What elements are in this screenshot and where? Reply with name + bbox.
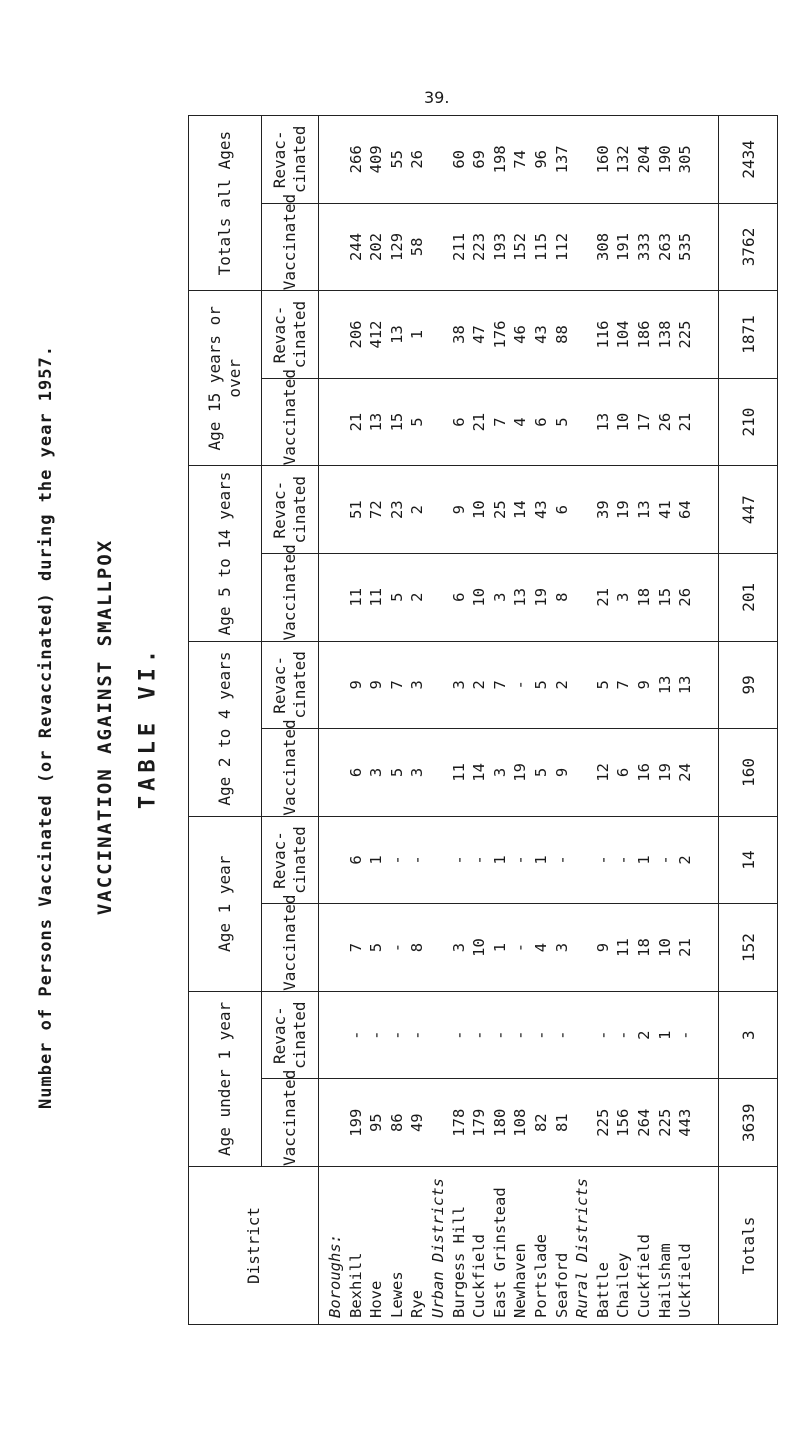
data-column: [319, 291, 719, 379]
table-cell: 2: [634, 1030, 653, 1040]
table-cell: 244: [346, 232, 365, 261]
table-cell: 21: [470, 412, 489, 432]
table-cell: 11: [346, 587, 365, 607]
table-cell: 21: [593, 587, 612, 607]
total-cell: 2434: [719, 116, 778, 204]
table-cell: 9: [593, 942, 612, 953]
table-cell: 15: [655, 587, 674, 607]
table-cell: 2: [408, 592, 427, 602]
table-cell: 96: [531, 149, 550, 169]
table-cell: 10: [470, 938, 489, 957]
table-cell: -: [552, 1030, 571, 1040]
table-cell: 3: [490, 767, 509, 778]
table-cell: 443: [676, 1108, 695, 1137]
table-cell: 18: [634, 587, 653, 607]
table-cell: 8: [408, 942, 427, 953]
table-cell: 82: [531, 1113, 550, 1133]
table-cell: -: [655, 855, 674, 865]
table-cell: -: [614, 1030, 633, 1040]
table-cell: 9: [634, 680, 653, 690]
table-cell: 191: [614, 232, 633, 261]
table-cell: 15: [387, 412, 406, 432]
table-cell: 10: [655, 938, 674, 957]
table-cell: 211: [449, 232, 468, 261]
table-cell: [572, 379, 593, 466]
table-cell: -: [552, 855, 571, 865]
table-cell: 6: [346, 855, 365, 865]
table-cell: 9: [552, 767, 571, 778]
data-column: [319, 641, 719, 729]
district-name: Cuckfield: [634, 1234, 653, 1318]
title-block: [0, 0, 180, 1454]
table-cell: -: [676, 1030, 695, 1040]
table-cell: 3: [408, 680, 427, 690]
table-cell: 2: [676, 855, 695, 865]
table-cell: 6: [531, 417, 550, 427]
table-cell: 5: [408, 417, 427, 427]
table-cell: [428, 204, 449, 291]
data-column: [319, 729, 719, 817]
group-header: Age 15 years or over: [189, 291, 262, 466]
table-cell: 1: [408, 329, 427, 340]
table-cell: 225: [676, 320, 695, 349]
table-cell: 202: [367, 232, 386, 261]
table-cell: 74: [511, 149, 530, 169]
table-cell: 23: [387, 500, 406, 519]
table-cell: 9: [449, 505, 468, 515]
table-cell: 108: [511, 1108, 530, 1137]
data-column: [319, 553, 719, 641]
table-cell: 333: [634, 232, 653, 261]
table-cell: 13: [634, 500, 653, 519]
district-name: Seaford: [552, 1252, 571, 1318]
table-cell: -: [511, 680, 530, 690]
table-cell: 25: [490, 500, 509, 519]
table-cell: 1: [367, 855, 386, 865]
table-cell: 7: [346, 942, 365, 953]
table-cell: 14: [470, 763, 489, 782]
total-cell: 14: [719, 816, 778, 904]
table-cell: 3: [449, 942, 468, 953]
data-row: [319, 116, 719, 1325]
table-cell: 17: [634, 412, 653, 432]
table-cell: 115: [531, 232, 550, 261]
table-cell: 178: [449, 1108, 468, 1137]
table-cell: 5: [552, 417, 571, 427]
table-cell: 51: [346, 500, 365, 519]
table-cell: 58: [408, 237, 427, 257]
table-cell: 266: [346, 145, 365, 174]
table-subject: VACCINATION AGAINST SMALLPOX: [94, 538, 116, 916]
total-cell: 447: [719, 466, 778, 554]
table-cell: 13: [593, 412, 612, 432]
table-cell: 13: [676, 675, 695, 695]
table-cell: 193: [490, 232, 509, 261]
table-cell: 11: [367, 587, 386, 607]
table-cell: -: [408, 1030, 427, 1040]
table-cell: [572, 992, 593, 1079]
table-cell: 412: [367, 320, 386, 349]
vaccinated-header: Vaccinated: [262, 203, 319, 291]
table-cell: 3: [614, 592, 633, 602]
vaccinated-header: Vaccinated: [262, 553, 319, 641]
table-cell: 95: [367, 1113, 386, 1133]
district-group-heading: Rural Districts: [573, 1178, 592, 1318]
table-cell: 116: [593, 320, 612, 349]
table-cell: 137: [552, 145, 571, 174]
table-label: TABLE VI.: [135, 644, 161, 810]
page-number: 39.: [424, 88, 450, 107]
revaccinated-header: Revac- cinated: [262, 816, 319, 904]
total-cell: 152: [719, 904, 778, 992]
table-cell: 3: [367, 767, 386, 778]
total-cell: 1871: [719, 291, 778, 379]
table-cell: 2: [552, 680, 571, 690]
table-cell: 13: [655, 675, 674, 695]
table-cell: 19: [531, 587, 550, 607]
table-cell: 112: [552, 232, 571, 261]
table-cell: 11: [614, 938, 633, 957]
table-cell: 206: [346, 320, 365, 349]
table-cell: [428, 554, 449, 641]
table-cell: 186: [634, 320, 653, 349]
table-cell: -: [593, 1030, 612, 1040]
table-cell: [428, 291, 449, 378]
table-cell: 7: [614, 680, 633, 690]
district-group-heading: Urban Districts: [428, 1178, 447, 1318]
group-header: Age under 1 year: [189, 991, 262, 1166]
table-cell: [325, 291, 346, 378]
table-cell: [428, 1079, 449, 1166]
table-cell: [325, 466, 346, 553]
table-cell: [428, 466, 449, 553]
vaccination-table: [188, 115, 778, 1325]
revaccinated-header: Revac- cinated: [262, 466, 319, 554]
table-cell: 26: [676, 587, 695, 607]
table-cell: 263: [655, 232, 674, 261]
table-cell: 535: [676, 232, 695, 261]
data-column: [319, 816, 719, 904]
district-name: Chailey: [614, 1252, 633, 1318]
table-cell: -: [470, 1030, 489, 1040]
table-cell: 104: [614, 320, 633, 349]
table-cell: -: [593, 855, 612, 865]
data-column: [319, 203, 719, 291]
table-cell: 1: [634, 855, 653, 865]
table-cell: 6: [552, 505, 571, 515]
table-cell: [428, 904, 449, 991]
table-cell: 1: [531, 855, 550, 865]
table-cell: 180: [490, 1108, 509, 1137]
data-column: [319, 116, 719, 204]
vaccinated-header: Vaccinated: [262, 904, 319, 992]
table-cell: 5: [367, 942, 386, 953]
table-cell: 225: [593, 1108, 612, 1137]
table-cell: [428, 817, 449, 904]
table-cell: 7: [490, 680, 509, 690]
table-cell: [572, 204, 593, 291]
district-name: Lewes: [387, 1271, 406, 1318]
table-cell: [428, 379, 449, 466]
table-cell: -: [449, 1030, 468, 1040]
table-cell: 60: [449, 149, 468, 169]
table-cell: 69: [470, 149, 489, 169]
district-name: Battle: [593, 1262, 612, 1318]
table-cell: 1: [655, 1030, 674, 1040]
table-cell: 41: [655, 500, 674, 519]
table-cell: 10: [470, 500, 489, 519]
table-cell: 7: [387, 680, 406, 690]
table-cell: 26: [408, 149, 427, 169]
district-name: Burgess Hill: [449, 1206, 468, 1318]
group-header: Age 2 to 4 years: [189, 641, 262, 816]
table-cell: 132: [614, 145, 633, 174]
table-cell: 46: [511, 325, 530, 344]
totals-row: [719, 116, 778, 1325]
table-cell: 38: [449, 325, 468, 344]
table-cell: -: [531, 1030, 550, 1040]
table-cell: 3: [490, 592, 509, 602]
table-cell: [325, 1079, 346, 1166]
table-cell: [428, 116, 449, 203]
table-cell: 18: [634, 938, 653, 957]
table-cell: 43: [531, 325, 550, 344]
total-cell: 201: [719, 553, 778, 641]
table-cell: 223: [470, 232, 489, 261]
totals-label: Totals: [719, 1167, 778, 1325]
table-cell: 13: [387, 325, 406, 344]
sub-header-row: [262, 116, 319, 1325]
table-cell: 152: [511, 232, 530, 261]
table-cell: 1: [490, 855, 509, 865]
table-cell: 129: [387, 232, 406, 261]
table-cell: -: [511, 1030, 530, 1040]
table-cell: [572, 904, 593, 991]
table-cell: [572, 554, 593, 641]
table-cell: 43: [531, 500, 550, 519]
table-cell: [428, 729, 449, 816]
table-cell: -: [387, 1030, 406, 1040]
table-cell: [325, 992, 346, 1079]
table-cell: 64: [676, 500, 695, 519]
table-cell: 21: [676, 412, 695, 432]
table-cell: 2: [470, 680, 489, 690]
table-cell: 138: [655, 320, 674, 349]
table-cell: 5: [531, 680, 550, 690]
table-cell: 9: [367, 680, 386, 690]
table-cell: [572, 291, 593, 378]
data-column: [319, 991, 719, 1079]
total-cell: 3762: [719, 203, 778, 291]
table-cell: 21: [346, 412, 365, 432]
table-cell: 13: [367, 412, 386, 432]
district-name: East Grinstead: [490, 1187, 509, 1318]
table-cell: 4: [511, 417, 530, 427]
table-cell: 199: [346, 1108, 365, 1137]
table-cell: -: [449, 855, 468, 865]
table-cell: 72: [367, 500, 386, 519]
table-cell: 55: [387, 149, 406, 169]
table-cell: [325, 379, 346, 466]
total-cell: 160: [719, 729, 778, 817]
table-cell: [325, 904, 346, 991]
table-cell: -: [470, 855, 489, 865]
table-cell: 3: [449, 680, 468, 690]
table-cell: [428, 642, 449, 729]
table-cell: 10: [470, 587, 489, 607]
total-cell: 3639: [719, 1079, 778, 1167]
table-cell: 49: [408, 1113, 427, 1133]
table-cell: 7: [490, 417, 509, 427]
group-header-row: [189, 116, 262, 1325]
revaccinated-header: Revac- cinated: [262, 641, 319, 729]
table-cell: 225: [655, 1108, 674, 1137]
data-column: [319, 1079, 719, 1167]
table-cell: [572, 116, 593, 203]
table-cell: 11: [449, 763, 468, 782]
table-cell: 39: [593, 500, 612, 519]
data-column: [319, 378, 719, 466]
table-cell: 6: [346, 767, 365, 778]
table-cell: [325, 817, 346, 904]
total-cell: 99: [719, 641, 778, 729]
table-cell: 88: [552, 325, 571, 344]
table-cell: 13: [511, 587, 530, 607]
table-cell: 8: [552, 592, 571, 602]
table-cell: 5: [387, 592, 406, 602]
table-cell: 26: [655, 412, 674, 432]
table-cell: 86: [387, 1113, 406, 1133]
table-cell: -: [387, 855, 406, 865]
data-column: [319, 904, 719, 992]
table-cell: 19: [655, 763, 674, 782]
table-cell: 156: [614, 1108, 633, 1137]
table-cell: 190: [655, 145, 674, 174]
table-cell: 4: [531, 942, 550, 953]
group-header: Age 5 to 14 years: [189, 466, 262, 641]
table-cell: 81: [552, 1113, 571, 1133]
district-name: Portslade: [531, 1234, 550, 1318]
revaccinated-header: Revac- cinated: [262, 291, 319, 379]
table-cell: 176: [490, 320, 509, 349]
table-caption: Number of Persons Vaccinated (or Revaccinated) during the year 1957.: [36, 345, 56, 1109]
table-cell: -: [490, 1030, 509, 1040]
table-cell: [572, 1079, 593, 1166]
district-name: Cuckfield: [470, 1234, 489, 1318]
table-cell: [572, 642, 593, 729]
table-cell: 47: [470, 325, 489, 344]
table-cell: 1: [490, 942, 509, 953]
table-cell: 19: [511, 763, 530, 782]
revaccinated-header: Revac- cinated: [262, 991, 319, 1079]
table-cell: 198: [490, 145, 509, 174]
vaccinated-header: Vaccinated: [262, 729, 319, 817]
vaccinated-header: Vaccinated: [262, 378, 319, 466]
table-cell: 14: [511, 500, 530, 519]
table-cell: [325, 729, 346, 816]
district-name: Uckfield: [676, 1243, 695, 1318]
table-cell: [428, 992, 449, 1079]
table-cell: 308: [593, 232, 612, 261]
table-cell: [572, 817, 593, 904]
district-name: Rye: [408, 1290, 427, 1318]
table-cell: 3: [552, 942, 571, 953]
table-cell: 9: [346, 680, 365, 690]
district-group-heading: Boroughs:: [326, 1234, 344, 1318]
table-cell: 19: [614, 500, 633, 519]
table-cell: -: [511, 942, 530, 953]
total-cell: 3: [719, 991, 778, 1079]
table-cell: -: [408, 855, 427, 865]
district-name: Hailsham: [655, 1243, 674, 1318]
table-cell: 409: [367, 145, 386, 174]
table-cell: 2: [408, 505, 427, 515]
data-column: [319, 466, 719, 554]
table-cell: -: [367, 1030, 386, 1040]
table-cell: 6: [449, 417, 468, 427]
table-cell: [572, 466, 593, 553]
district-header: District: [189, 1167, 319, 1325]
district-list: [319, 1167, 719, 1325]
table-cell: 24: [676, 763, 695, 782]
total-cell: 210: [719, 378, 778, 466]
table-cell: 16: [634, 763, 653, 782]
table-cell: 5: [387, 767, 406, 778]
table-cell: -: [387, 942, 406, 953]
table-cell: -: [511, 855, 530, 865]
district-name: Newhaven: [511, 1243, 530, 1318]
table-cell: 5: [531, 767, 550, 778]
table-cell: [325, 116, 346, 203]
table-cell: 160: [593, 145, 612, 174]
table-cell: 305: [676, 145, 695, 174]
vaccinated-header: Vaccinated: [262, 1079, 319, 1167]
table-cell: 179: [470, 1108, 489, 1137]
district-name: Bexhill: [346, 1252, 365, 1318]
table-cell: 6: [614, 767, 633, 778]
table-cell: -: [614, 855, 633, 865]
table-cell: [325, 204, 346, 291]
table-cell: 10: [614, 412, 633, 432]
revaccinated-header: Revac- cinated: [262, 116, 319, 204]
table-cell: 5: [593, 680, 612, 690]
district-name: Hove: [367, 1280, 386, 1318]
table-cell: 3: [408, 767, 427, 778]
table-frame: [188, 115, 778, 1325]
table-cell: 12: [593, 763, 612, 782]
table-cell: 264: [634, 1108, 653, 1137]
table-cell: [325, 554, 346, 641]
table-cell: [325, 642, 346, 729]
group-header: Age 1 year: [189, 816, 262, 991]
table-cell: 6: [449, 592, 468, 602]
table-cell: [572, 729, 593, 816]
group-header: Totals all Ages: [189, 116, 262, 291]
table-cell: 204: [634, 145, 653, 174]
table-cell: 21: [676, 938, 695, 957]
table-cell: -: [346, 1030, 365, 1040]
